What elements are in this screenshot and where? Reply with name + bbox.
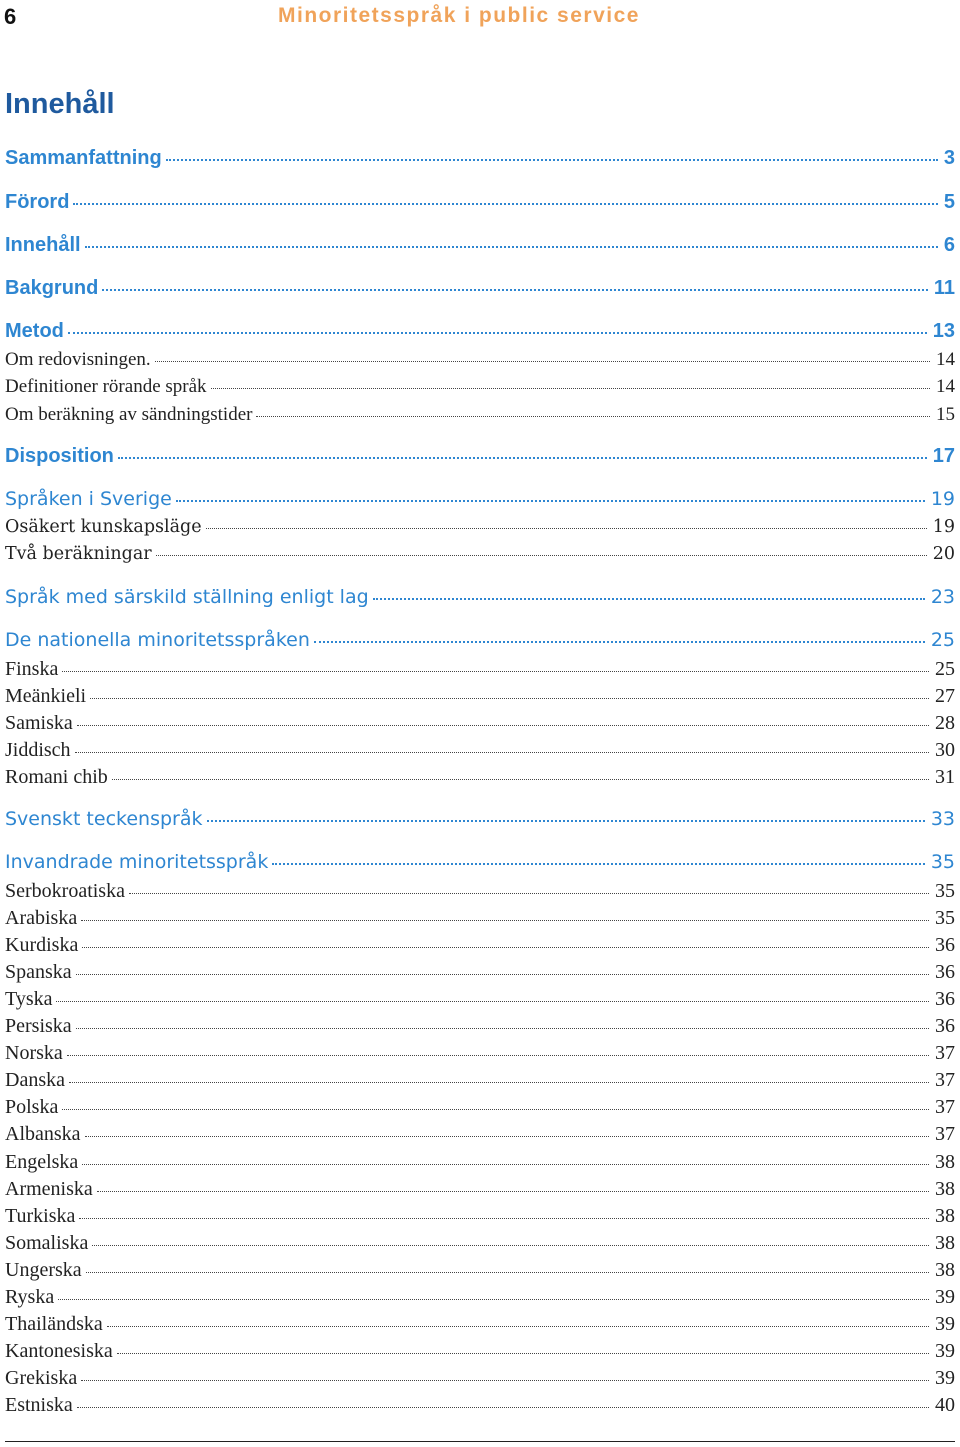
dot-leader <box>206 510 927 529</box>
toc-entry-label: Jiddisch <box>5 739 71 761</box>
dot-leader <box>82 927 929 948</box>
dot-leader <box>176 481 925 502</box>
toc-entry[interactable] <box>5 440 955 468</box>
toc-entry-label: Thailändska <box>5 1313 103 1335</box>
toc-entry-page-number: 30 <box>935 739 955 761</box>
toc-entry[interactable] <box>5 142 955 170</box>
toc-entry-label: Danska <box>5 1069 65 1091</box>
toc-entry[interactable] <box>5 1363 955 1390</box>
dot-leader <box>82 1144 929 1165</box>
dot-leader <box>97 1171 929 1192</box>
toc-entry-page-number: 38 <box>935 1205 955 1227</box>
dot-leader <box>272 844 924 865</box>
toc-entry-label: Innehåll <box>5 234 81 256</box>
toc-entry[interactable] <box>5 1390 955 1417</box>
toc-entry-label: Romani chib <box>5 766 108 788</box>
toc-entry-label: Serbokroatiska <box>5 880 125 902</box>
dot-leader <box>56 981 929 1002</box>
toc-entry[interactable] <box>5 1065 955 1092</box>
toc-entry[interactable] <box>5 876 955 903</box>
dot-leader <box>68 312 927 334</box>
footer-rule <box>5 1441 955 1442</box>
toc-entry-page-number: 33 <box>930 808 955 830</box>
dot-leader <box>85 226 938 248</box>
toc-entry[interactable] <box>5 345 955 371</box>
toc-entry-page-number: 38 <box>935 1178 955 1200</box>
toc-entry-page-number: 40 <box>935 1394 955 1416</box>
toc-entry-label: Grekiska <box>5 1367 78 1389</box>
toc-entry[interactable] <box>5 1336 955 1363</box>
dot-leader <box>77 705 929 726</box>
toc-entry[interactable] <box>5 484 955 510</box>
toc-entry[interactable] <box>5 1147 955 1174</box>
dot-leader <box>373 579 925 600</box>
toc-entry[interactable] <box>5 186 955 214</box>
toc-entry-label: Två beräkningar <box>5 543 152 564</box>
dot-leader <box>69 1062 929 1083</box>
dot-leader <box>90 678 929 699</box>
dot-leader <box>86 1252 929 1273</box>
toc-entry-page-number: 37 <box>935 1042 955 1064</box>
dot-leader <box>81 1360 929 1381</box>
toc-entry-page-number: 15 <box>936 404 955 425</box>
toc-entry[interactable] <box>5 984 955 1011</box>
toc-entry[interactable] <box>5 1309 955 1336</box>
toc-entry-label: Språk med särskild ställning enligt lag <box>5 586 369 608</box>
toc-entry[interactable] <box>5 957 955 984</box>
toc-entry-label: De nationella minoritetsspråken <box>5 629 310 651</box>
toc-entry-label: Tyska <box>5 988 53 1010</box>
toc-entry[interactable] <box>5 540 955 564</box>
toc-title: Innehåll <box>5 88 115 120</box>
page-number: 6 <box>4 4 17 29</box>
toc-entry-page-number: 14 <box>936 376 955 397</box>
dot-leader <box>117 1333 929 1354</box>
toc-entry[interactable] <box>5 1038 955 1065</box>
toc-entry[interactable] <box>5 1255 955 1282</box>
toc-entry-page-number: 39 <box>935 1286 955 1308</box>
toc-entry[interactable] <box>5 1174 955 1201</box>
toc-entry-label: Metod <box>5 320 64 342</box>
toc-entry[interactable] <box>5 229 955 257</box>
toc-entry[interactable] <box>5 804 955 830</box>
toc-entry[interactable] <box>5 1282 955 1309</box>
dot-leader <box>62 651 929 672</box>
toc-entry-page-number: 28 <box>935 712 955 734</box>
toc-entry-page-number: 27 <box>935 685 955 707</box>
toc-entry-page-number: 39 <box>935 1313 955 1335</box>
toc-entry[interactable] <box>5 681 955 708</box>
toc-entry-page-number: 38 <box>935 1151 955 1173</box>
toc-entry[interactable] <box>5 1119 955 1146</box>
toc-entry-page-number: 35 <box>935 880 955 902</box>
toc-entry-page-number: 37 <box>935 1123 955 1145</box>
dot-leader <box>155 342 930 362</box>
toc-entry-page-number: 36 <box>935 961 955 983</box>
dot-leader <box>107 1306 929 1327</box>
toc-entry-label: Spanska <box>5 961 72 983</box>
toc-entry-label: Persiska <box>5 1015 72 1037</box>
toc-entry-page-number: 19 <box>932 516 955 537</box>
dot-leader <box>81 900 929 921</box>
toc-entry-label: Ryska <box>5 1286 55 1308</box>
toc-entry-page-number: 25 <box>930 629 955 651</box>
toc-entry-label: Svenskt teckenspråk <box>5 808 203 830</box>
toc-entry-label: Armeniska <box>5 1178 93 1200</box>
toc-entry-label: Somaliska <box>5 1232 89 1254</box>
toc-entry-label: Arabiska <box>5 907 78 929</box>
dot-leader <box>73 183 937 205</box>
toc-entry-label: Polska <box>5 1096 59 1118</box>
toc-entry[interactable] <box>5 1011 955 1038</box>
dot-leader <box>129 873 929 894</box>
toc-entry-label: Samiska <box>5 712 73 734</box>
toc-entry-label: Om beräkning av sändningstider <box>5 404 253 425</box>
toc-entry[interactable] <box>5 372 955 398</box>
toc-entry-page-number: 13 <box>932 320 955 342</box>
toc-entry-page-number: 3 <box>943 147 955 169</box>
toc-entry[interactable] <box>5 930 955 957</box>
toc-entry-page-number: 6 <box>943 234 955 256</box>
toc-entry-page-number: 20 <box>932 543 955 564</box>
toc-entry[interactable] <box>5 1092 955 1119</box>
dot-leader <box>62 1089 929 1110</box>
toc-entry[interactable] <box>5 272 955 300</box>
dot-leader <box>79 1198 929 1219</box>
toc-entry-label: Ungerska <box>5 1259 82 1281</box>
toc-entry[interactable] <box>5 400 955 426</box>
toc-entry-label: Albanska <box>5 1123 81 1145</box>
dot-leader <box>75 732 929 753</box>
toc-entry-label: Turkiska <box>5 1205 76 1227</box>
dot-leader <box>67 1035 929 1056</box>
toc-entry-page-number: 11 <box>933 277 955 299</box>
toc-entry[interactable] <box>5 315 955 343</box>
dot-leader <box>92 1225 929 1246</box>
toc-entry[interactable] <box>5 654 955 681</box>
dot-leader <box>76 954 929 975</box>
toc-entry-page-number: 36 <box>935 988 955 1010</box>
toc-entry-label: Om redovisningen. <box>5 349 151 370</box>
toc-entry-page-number: 14 <box>936 349 955 370</box>
dot-leader <box>118 437 927 459</box>
toc-entry-page-number: 19 <box>930 488 955 510</box>
dot-leader <box>211 369 930 389</box>
toc-entry-page-number: 35 <box>930 851 955 873</box>
toc-entry-page-number: 38 <box>935 1259 955 1281</box>
toc-entry[interactable] <box>5 513 955 537</box>
dot-leader <box>156 537 927 556</box>
toc-entry-label: Invandrade minoritetsspråk <box>5 851 269 873</box>
toc-entry-page-number: 37 <box>935 1069 955 1091</box>
toc-entry[interactable] <box>5 582 955 608</box>
dot-leader <box>314 622 925 643</box>
toc-entry[interactable] <box>5 735 955 762</box>
toc-entry-label: Kantonesiska <box>5 1340 113 1362</box>
toc-entry-label: Bakgrund <box>5 277 99 299</box>
toc-entry-label: Estniska <box>5 1394 73 1416</box>
toc-entry-page-number: 36 <box>935 1015 955 1037</box>
toc-entry-page-number: 25 <box>935 658 955 680</box>
toc-entry-label: Osäkert kunskapsläge <box>5 516 202 537</box>
dot-leader <box>102 269 928 291</box>
toc-entry[interactable] <box>5 903 955 930</box>
dot-leader <box>256 397 930 417</box>
toc-entry-page-number: 36 <box>935 934 955 956</box>
toc-entry[interactable] <box>5 708 955 735</box>
toc-entry[interactable] <box>5 847 955 873</box>
toc-entry-page-number: 23 <box>930 586 955 608</box>
dot-leader <box>77 1387 929 1408</box>
toc-entry-label: Finska <box>5 658 59 680</box>
toc-entry-page-number: 5 <box>943 191 955 213</box>
toc-entry[interactable] <box>5 1228 955 1255</box>
toc-entry-label: Definitioner rörande språk <box>5 376 207 397</box>
toc-entry-page-number: 38 <box>935 1232 955 1254</box>
dot-leader <box>85 1116 929 1137</box>
toc-entry-label: Sammanfattning <box>5 147 162 169</box>
toc-entry-page-number: 31 <box>935 766 955 788</box>
toc-entry[interactable] <box>5 1201 955 1228</box>
toc-entry-page-number: 39 <box>935 1340 955 1362</box>
dot-leader <box>112 759 929 780</box>
toc-entry-page-number: 37 <box>935 1096 955 1118</box>
toc-entry-label: Kurdiska <box>5 934 79 956</box>
toc-entry-page-number: 17 <box>932 445 955 467</box>
running-header-title: Minoritetsspråk i public service <box>278 4 640 27</box>
toc-entry-label: Förord <box>5 191 70 213</box>
dot-leader <box>76 1008 929 1029</box>
dot-leader <box>58 1279 929 1300</box>
toc-entry-label: Språken i Sverige <box>5 488 172 510</box>
toc-entry[interactable] <box>5 625 955 651</box>
toc-entry-page-number: 35 <box>935 907 955 929</box>
toc-entry-label: Meänkieli <box>5 685 87 707</box>
toc-entry-label: Disposition <box>5 445 114 467</box>
toc-entry[interactable] <box>5 762 955 789</box>
toc-entry-page-number: 39 <box>935 1367 955 1389</box>
dot-leader <box>166 139 938 161</box>
toc-entry-label: Norska <box>5 1042 63 1064</box>
dot-leader <box>207 801 925 822</box>
toc-entry-label: Engelska <box>5 1151 79 1173</box>
